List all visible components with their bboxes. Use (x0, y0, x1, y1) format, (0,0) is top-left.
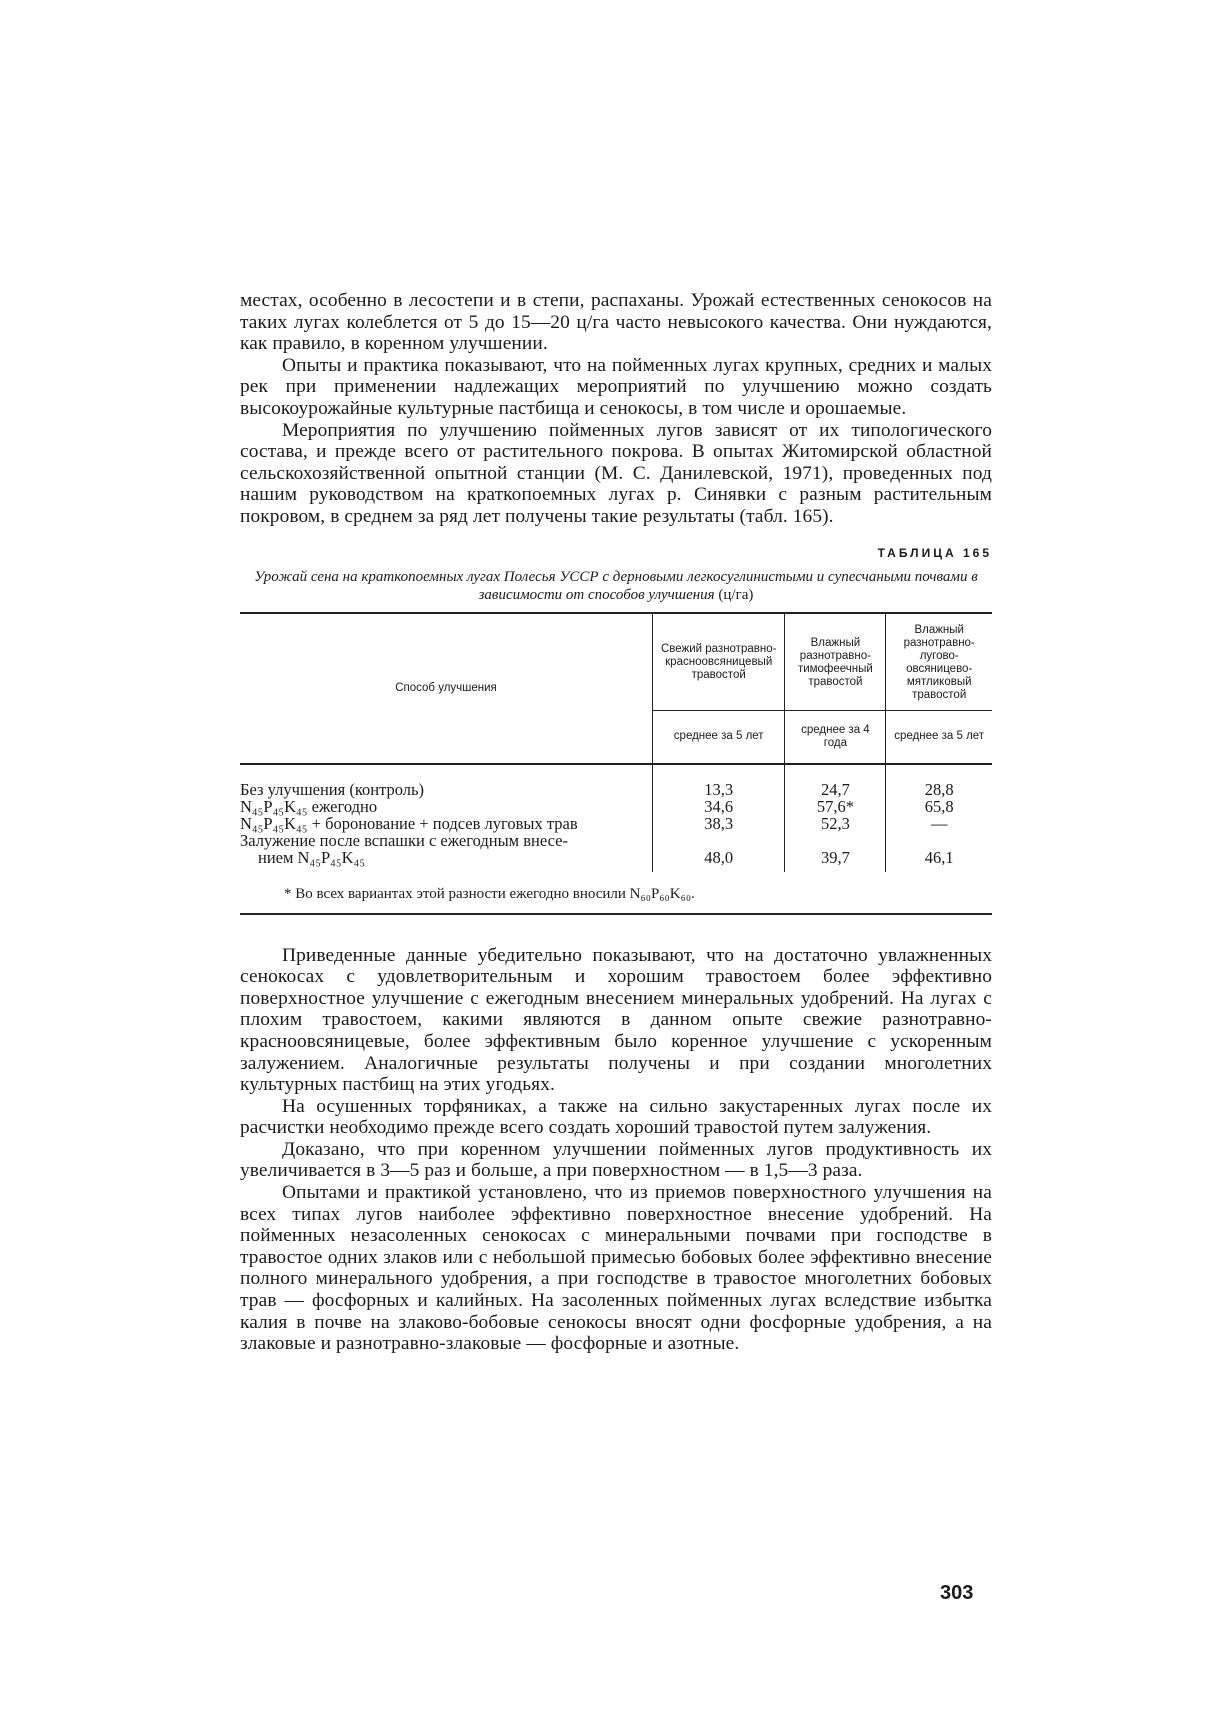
table-row (240, 798, 992, 815)
table-footnote: * Во всех вариантах этой разности ежегодно вносили N₆₀P₆₀K₆₀. (240, 872, 992, 915)
cell-value: 65,8 (924, 796, 954, 816)
column-header: Свежий разнотравно-красноовсяницевый травостой (653, 613, 785, 711)
cell-value: — (930, 813, 948, 833)
row-name-line: Залужение после вспашки с ежегодным внесе- (240, 830, 568, 850)
paragraph: Опытами и практикой установлено, что из приемов поверхностного улучшения на всех типах лугов наиболее эффективно поверхностное внесение удобрений. На пойменных незасоленных сенокосах с минеральными почвами при господстве в травостое одних злаков или с небольшой примесью бобовых более эффективно внесение полного минерального удобрения, а при господстве в травостое многолетних бобовых трав — фосфорных и калийных. На засоленных пойменных лугах вследствие избытка калия в почве на злаково-бобовые сенокосы вносят одни фосфорные удобрения, а на злаковые и разнотравно-злаковые — фосфорные и азотные. (240, 1182, 992, 1355)
cell-value: 34,6 (653, 798, 785, 815)
cell-value: 13,3 (653, 765, 785, 798)
row-name: N₄₅P₄₅K₄₅ ежегодно (240, 798, 653, 815)
page-body (240, 290, 992, 1355)
cell-value: 39,7 (785, 832, 886, 872)
page-number: 303 (940, 1582, 974, 1604)
row-name (240, 832, 653, 872)
column-header: Влажный разнотравно-тимофеечный травостой (785, 613, 886, 711)
table-caption-unit: (ц/га) (718, 586, 754, 603)
cell-value: 24,7 (785, 765, 886, 798)
column-period: среднее за 5 лет (653, 710, 785, 764)
paragraph: На осушенных торфяниках, а также на сильно закустаренных лугах после их расчистки необходимо прежде всего создать хороший травостой путем залужения. (240, 1095, 992, 1139)
table-caption-text: Урожай сена на краткопоемных лугах Полесья УССР с дерновыми легкосуглинистыми и супесчаными почвами в зависимости от способов улучшения (254, 568, 978, 603)
yield-table (240, 612, 992, 872)
paragraph: Приведенные данные убедительно показывают, что на достаточно увлажненных сенокосах с удовлетворительным и хорошим травостоем более эффективно поверхностное улучшение с ежегодным внесением минеральных удобрений. На лугах с плохим травостоем, какими являются в данном опыте свежие разнотравно-красноовсяницевые, более эффективным было коренное улучшение с ускоренным залужением. Аналогичные результаты получены и при создании многолетних культурных пастбищ на этих угодьях. (240, 944, 992, 1096)
cell-value: 57,6* (785, 798, 886, 815)
column-period: среднее за 4 года (785, 710, 886, 764)
table-row (240, 815, 992, 832)
cell-value: 28,8 (924, 779, 954, 799)
column-header: Влажный разнотравно-лугово-овсяницево-мятликовый травостой (886, 613, 992, 711)
table-row (240, 765, 992, 798)
column-period: среднее за 5 лет (886, 710, 992, 764)
row-name: N₄₅P₄₅K₄₅ + боронование + подсев луговых трав (240, 815, 653, 832)
cell-value: 48,0 (653, 832, 785, 872)
cell-value: 46,1 (924, 847, 954, 867)
table-row (240, 832, 992, 872)
table-label: ТАБЛИЦА 165 (877, 545, 992, 560)
cell-value: 38,3 (653, 815, 785, 832)
row-name-line: нием N₄₅P₄₅K₄₅ (258, 847, 366, 867)
paragraph: Доказано, что при коренном улучшении пойменных лугов продуктивность их увеличивается в 3—5 раз и больше, а при поверхностном — в 1,5—3 раза. (240, 1138, 992, 1182)
paragraph: Опыты и практика показывают, что на пойменных лугах крупных, средних и малых рек при применении надлежащих мероприятий по улучшению можно создать высокоурожайные культурные пастбища и сенокосы, в том числе и орошаемые. (240, 354, 992, 419)
row-name: Без улучшения (контроль) (240, 765, 653, 798)
cell-value: 52,3 (785, 815, 886, 832)
paragraph: местах, особенно в лесостепи и в степи, распаханы. Урожай естественных сенокосов на таких лугах колеблется от 5 до 15—20 ц/га часто невысокого качества. Они нуждаются, как правило, в коренном улучшении. (240, 290, 992, 355)
paragraph: Мероприятия по улучшению пойменных лугов зависят от их типологического состава, и прежде всего от растительного покрова. В опытах Житомирской областной сельскохозяйственной опытной станции (М. С. Данилевской, 1971), проведенных под нашим руководством на краткопоемных лугах р. Синявки с разным растительным покровом, в среднем за ряд лет получены такие результаты (табл. 165). (240, 419, 992, 527)
table-caption (240, 568, 992, 604)
method-header: Способ улучшения (240, 613, 653, 764)
